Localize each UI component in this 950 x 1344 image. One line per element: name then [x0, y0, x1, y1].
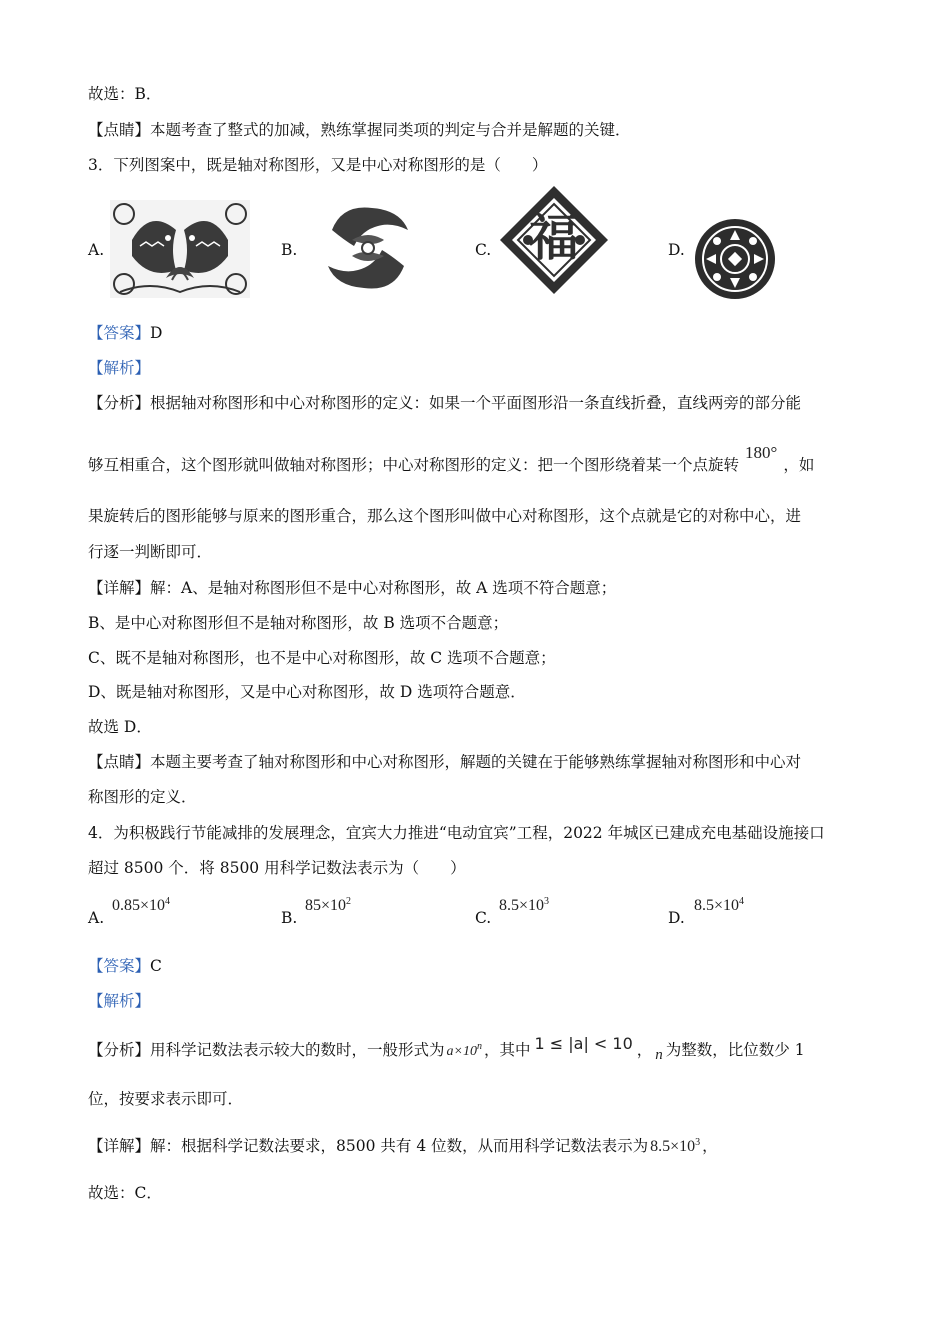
q3-answer: D	[150, 324, 163, 342]
q4-option-b-base: 85×10	[305, 897, 347, 914]
q3-xj-text-1: 解：A、是轴对称图形但不是中心对称图形，故 A 选项不符合题意；	[150, 579, 617, 597]
q4-xj-text-b: ，	[702, 1137, 718, 1155]
q3-fenxi-text-2a: 够互相重合，这个图形就叫做轴对称图形；中心对称图形的定义：把一个图形绕着某一个点旋转	[88, 456, 740, 474]
q3-dianjing-text-1: 本题主要考查了轴对称图形和中心对称图形，解题的关键在于能够熟练掌握轴对称图形和中心对	[150, 753, 802, 771]
select-b-line: 故选：B．	[88, 85, 162, 103]
dianjing-1	[88, 120, 631, 140]
q3-option-a-label: A.	[88, 241, 105, 259]
q4-fenxi-text-c: ，	[636, 1041, 653, 1059]
fenxi-tag: 【分析】	[88, 394, 151, 412]
q4-option-b-value	[305, 896, 351, 916]
q4-option-d-value	[694, 896, 744, 916]
q3-fenxi-1	[88, 393, 801, 413]
xiangjie-tag: 【详解】	[88, 579, 151, 597]
q4-fenxi-math-1	[446, 1041, 482, 1059]
q4-option-c-value	[499, 896, 549, 916]
fu-character: 福	[529, 208, 579, 267]
q3-xiangjie-2: B、是中心对称图形但不是轴对称图形，故 B 选项不合题意；	[88, 614, 509, 632]
q3-jiexi-tag: 【解析】	[88, 359, 151, 377]
q3-dianjing-1	[88, 752, 801, 772]
q4-fenxi-text-d: 为整数，比位数少 1	[665, 1041, 805, 1059]
q3-option-d-label: D.	[668, 241, 685, 259]
q3-stem: 3．下列图案中，既是轴对称图形，又是中心对称图形的是（ ）	[88, 156, 548, 174]
q4-fenxi-text-a: 用科学记数法表示较大的数时，一般形式为	[150, 1041, 445, 1059]
q4-option-d-base: 8.5×10	[694, 897, 740, 914]
rotational-papercut-figure	[322, 200, 414, 296]
q4-fenxi-math-1-exp: n	[476, 1041, 482, 1052]
q4-select: 故选：C．	[88, 1184, 162, 1202]
answer-tag-2: 【答案】	[88, 957, 151, 975]
q4-option-c-label: C.	[475, 909, 492, 927]
q3-option-c-label: C.	[475, 241, 492, 259]
q4-stem-1: 4．为积极践行节能减排的发展理念，宜宾大力推进“电动宜宾”工程，2022 年城区已建成充电基础设施接口	[88, 824, 825, 842]
q4-option-a-base: 0.85×10	[112, 897, 166, 914]
circle-pattern-icon	[694, 218, 776, 300]
angle-180-math: 180°	[745, 443, 778, 462]
q4-option-d-exp: 4	[739, 896, 745, 907]
q4-jiexi-tag: 【解析】	[88, 992, 151, 1010]
q3-answer-line	[88, 323, 162, 343]
q4-xj-math	[650, 1138, 700, 1155]
q4-option-b-exp: 2	[346, 896, 352, 907]
q4-xj-math-exp: 3	[695, 1137, 701, 1148]
q3-xiangjie-3: C、既不是轴对称图形，也不是中心对称图形，故 C 选项不合题意；	[88, 649, 556, 667]
q4-answer-line	[88, 956, 162, 976]
q3-fenxi-4: 行逐一判断即可．	[88, 543, 213, 561]
answer-tag: 【答案】	[88, 324, 151, 342]
dianjing-tag: 【点睛】	[88, 121, 151, 139]
q4-option-a-exp: 4	[165, 896, 171, 907]
q4-fenxi-math-2: 1 ≤ |a| < 10	[534, 1034, 633, 1053]
q4-fenxi-math-1-base: a×10	[446, 1044, 477, 1059]
q4-xj-text-a: 解：根据科学记数法要求，8500 共有 4 位数，从而用科学记数法表示为	[150, 1137, 649, 1155]
q4-answer: C	[150, 957, 162, 975]
q3-fenxi-text-2b: ，如	[783, 456, 815, 474]
q4-option-d-label: D.	[668, 909, 685, 927]
q3-option-b-label: B.	[281, 241, 298, 259]
swirl-papercut-icon	[322, 200, 414, 296]
q4-fenxi-text-b: ，其中	[483, 1041, 531, 1059]
q4-option-a-label: A.	[88, 909, 105, 927]
q4-fenxi-2: 位，按要求表示即可．	[88, 1090, 244, 1108]
fish-papercut-figure	[110, 200, 250, 298]
q4-fenxi-math-3: n	[655, 1047, 663, 1063]
dianjing-text: 本题考查了整式的加减，熟练掌握同类项的判定与合并是解题的关键．	[150, 121, 631, 139]
q3-fenxi-2	[88, 443, 815, 475]
q4-stem-2: 超过 8500 个．将 8500 用科学记数法表示为（ ）	[88, 859, 466, 877]
q3-fenxi-text-1: 根据轴对称图形和中心对称图形的定义：如果一个平面图形沿一条直线折叠，直线两旁的部分能	[150, 394, 802, 412]
circular-papercut-figure	[694, 218, 776, 300]
q3-select: 故选 D．	[88, 718, 152, 736]
q3-xiangjie-1	[88, 578, 616, 598]
q4-option-c-exp: 3	[544, 896, 550, 907]
q4-fenxi-1	[88, 1034, 805, 1063]
dianjing-tag-2: 【点睛】	[88, 753, 151, 771]
q4-option-a-value	[112, 896, 170, 916]
fish-papercut-icon	[110, 200, 250, 298]
q4-option-c-base: 8.5×10	[499, 897, 545, 914]
q4-xj-math-base: 8.5×10	[650, 1138, 696, 1155]
xiangjie-tag-2: 【详解】	[88, 1137, 151, 1155]
fu-papercut-figure	[498, 184, 610, 296]
fenxi-tag-2: 【分析】	[88, 1041, 151, 1059]
q3-dianjing-2: 称图形的定义．	[88, 788, 197, 806]
q4-xiangjie	[88, 1136, 718, 1157]
q3-xiangjie-4: D、既是轴对称图形，又是中心对称图形，故 D 选项符合题意．	[88, 683, 526, 701]
q3-fenxi-3: 果旋转后的图形能够与原来的图形重合，那么这个图形叫做中心对称图形，这个点就是它的对称中心，进	[88, 507, 802, 525]
q4-option-b-label: B.	[281, 909, 298, 927]
